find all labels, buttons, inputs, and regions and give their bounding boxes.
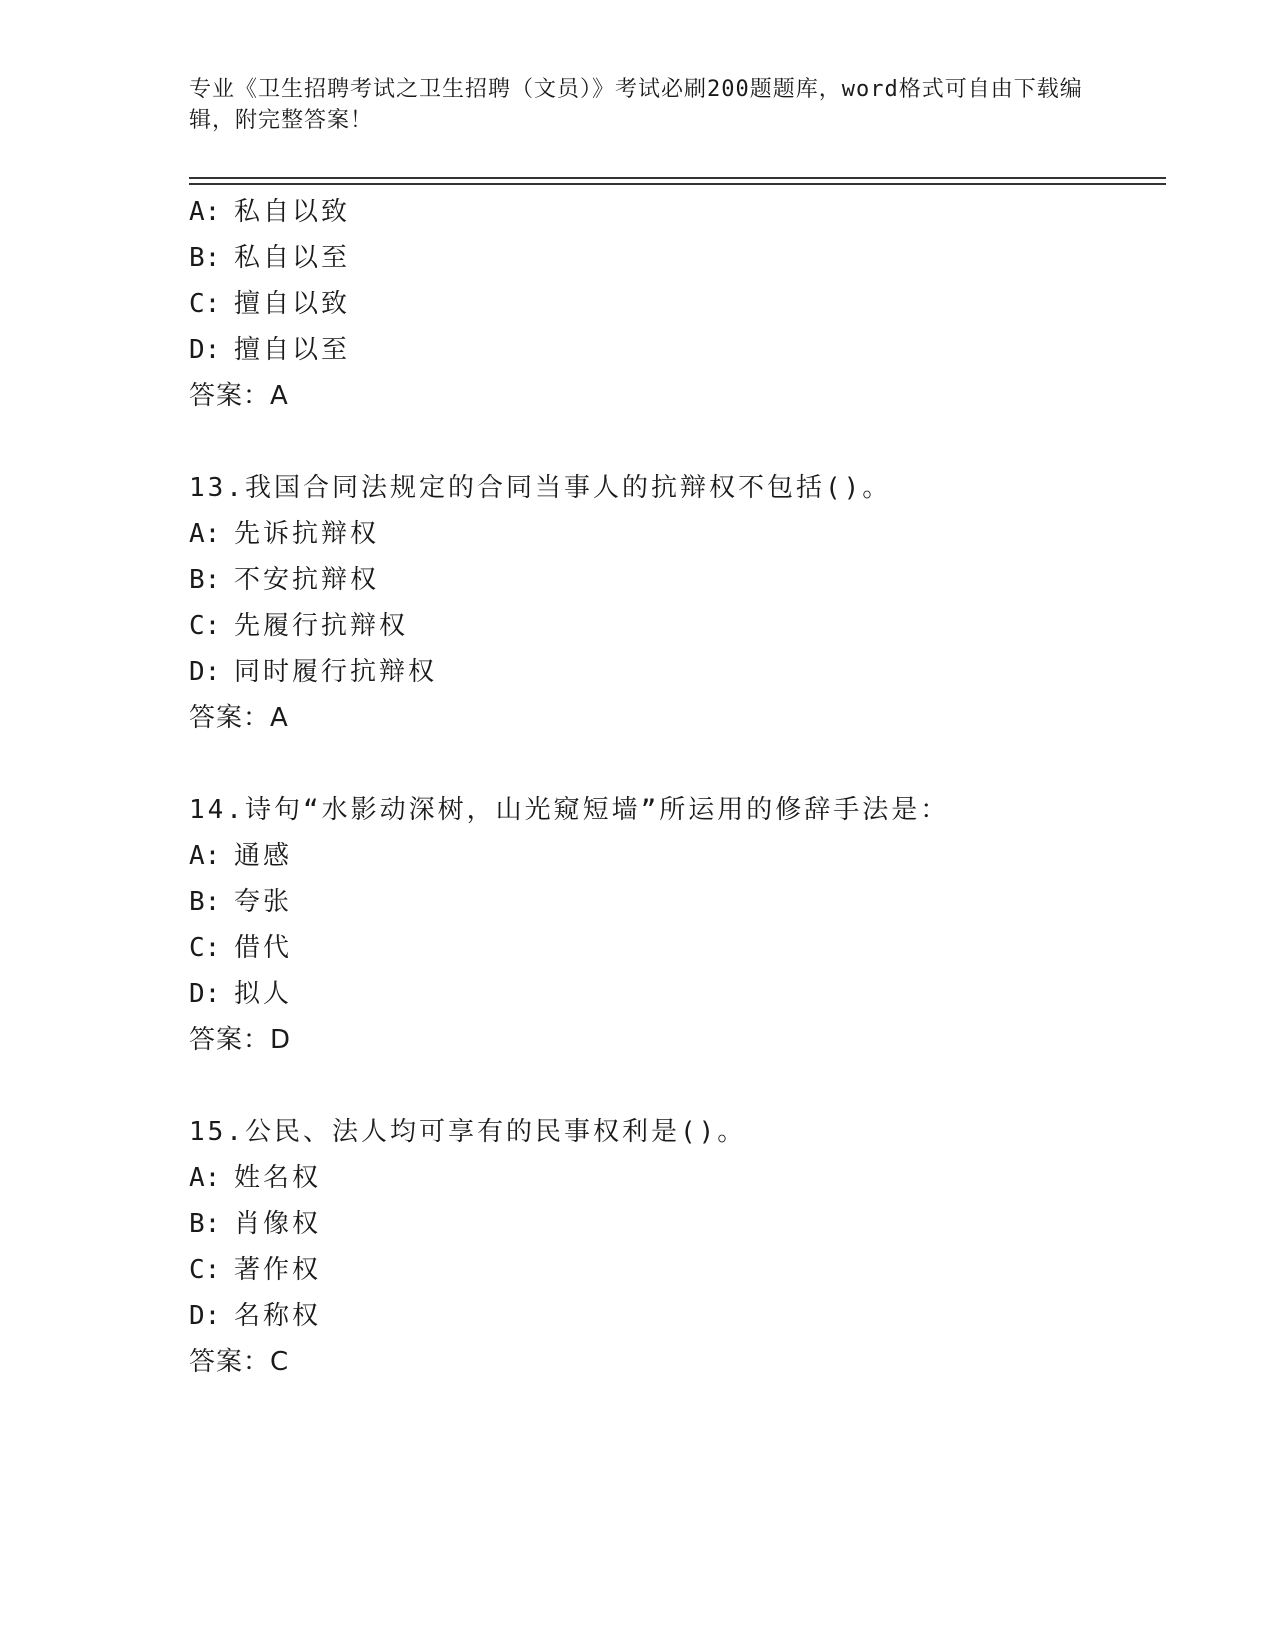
option-text: 私自以致 bbox=[234, 197, 351, 227]
option-d bbox=[189, 971, 1169, 1017]
option-a bbox=[189, 189, 1169, 235]
option-a bbox=[189, 833, 1169, 879]
option-d bbox=[189, 1293, 1169, 1339]
option-b bbox=[189, 1201, 1169, 1247]
question-list bbox=[189, 189, 1169, 1385]
option-b bbox=[189, 879, 1169, 925]
option-b bbox=[189, 557, 1169, 603]
option-text: 肖像权 bbox=[234, 1209, 322, 1239]
option-a bbox=[189, 511, 1169, 557]
option-text: 私自以至 bbox=[234, 243, 351, 273]
carryover-question bbox=[189, 189, 1169, 419]
option-c bbox=[189, 281, 1169, 327]
answer-line bbox=[189, 373, 1169, 419]
option-text: 不安抗辩权 bbox=[234, 565, 380, 595]
option-text: 擅自以至 bbox=[234, 335, 351, 365]
answer-label: 答案： bbox=[189, 1347, 271, 1377]
option-text: 借代 bbox=[234, 933, 293, 963]
option-label: C: bbox=[189, 611, 221, 641]
option-d bbox=[189, 327, 1169, 373]
answer-label: 答案： bbox=[189, 1025, 271, 1055]
option-label: C: bbox=[189, 289, 221, 319]
question-stem: 14.诗句“水影动深树，山光窥短墙”所运用的修辞手法是： bbox=[189, 795, 950, 825]
option-text: 同时履行抗辩权 bbox=[234, 657, 438, 687]
question-15 bbox=[189, 1109, 1169, 1385]
option-d bbox=[189, 649, 1169, 695]
option-c bbox=[189, 603, 1169, 649]
option-text: 擅自以致 bbox=[234, 289, 351, 319]
question-14 bbox=[189, 787, 1169, 1063]
option-text: 拟人 bbox=[234, 979, 293, 1009]
option-text: 名称权 bbox=[234, 1301, 322, 1331]
answer-value: A bbox=[270, 703, 288, 733]
document-header bbox=[189, 74, 1089, 136]
option-a bbox=[189, 1155, 1169, 1201]
option-label: B: bbox=[189, 887, 221, 917]
header-divider-top bbox=[189, 177, 1166, 179]
option-label: B: bbox=[189, 1209, 221, 1239]
header-text: 专业《卫生招聘考试之卫生招聘（文员）》考试必刷200题题库，word格式可自由下载编辑，附完整答案！ bbox=[189, 77, 1083, 133]
question-13 bbox=[189, 465, 1169, 741]
option-text: 先履行抗辩权 bbox=[234, 611, 409, 641]
option-text: 著作权 bbox=[234, 1255, 322, 1285]
option-c bbox=[189, 1247, 1169, 1293]
answer-label: 答案： bbox=[189, 703, 271, 733]
answer-line bbox=[189, 1339, 1169, 1385]
option-label: D: bbox=[189, 979, 221, 1009]
answer-value: A bbox=[270, 381, 288, 411]
option-text: 姓名权 bbox=[234, 1163, 322, 1193]
answer-line bbox=[189, 1017, 1169, 1063]
option-label: D: bbox=[189, 335, 221, 365]
question-stem: 13.我国合同法规定的合同当事人的抗辩权不包括()。 bbox=[189, 473, 892, 503]
option-label: C: bbox=[189, 933, 221, 963]
option-text: 通感 bbox=[234, 841, 293, 871]
option-label: A: bbox=[189, 841, 221, 871]
option-label: A: bbox=[189, 1163, 221, 1193]
answer-value: C bbox=[270, 1347, 289, 1377]
answer-line bbox=[189, 695, 1169, 741]
option-c bbox=[189, 925, 1169, 971]
option-label: D: bbox=[189, 1301, 221, 1331]
question-stem: 15.公民、法人均可享有的民事权利是()。 bbox=[189, 1117, 747, 1147]
option-b bbox=[189, 235, 1169, 281]
answer-label: 答案： bbox=[189, 381, 271, 411]
option-label: B: bbox=[189, 243, 221, 273]
option-text: 夸张 bbox=[234, 887, 293, 917]
answer-value: D bbox=[270, 1025, 291, 1055]
option-label: B: bbox=[189, 565, 221, 595]
option-label: C: bbox=[189, 1255, 221, 1285]
option-text: 先诉抗辩权 bbox=[234, 519, 380, 549]
option-label: A: bbox=[189, 197, 221, 227]
option-label: D: bbox=[189, 657, 221, 687]
option-label: A: bbox=[189, 519, 221, 549]
header-divider-bottom bbox=[189, 183, 1166, 185]
